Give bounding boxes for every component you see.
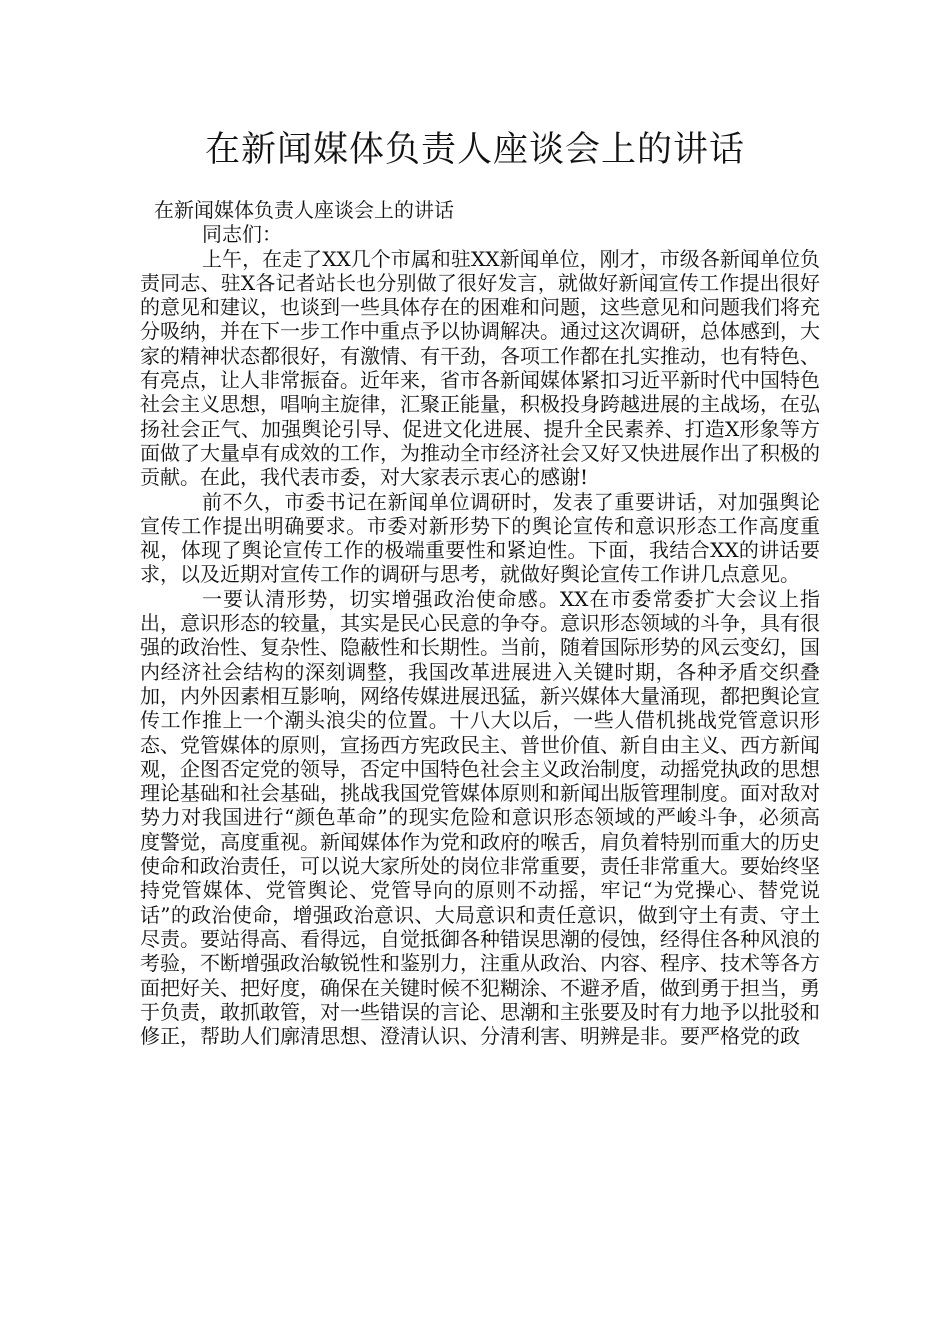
document-subtitle: 在新闻媒体负责人座谈会上的讲话 xyxy=(154,198,454,222)
paragraph-3: 一要认清形势，切实增强政治使命感。XX在市委常委扩大会议上指出，意识形态的较量，其实是民心民意的争夺。意识形态领域的斗争，具有很强的政治性、复杂性、隐蔽性和长期性。当前，随着国际形势的风云变幻，国内经济社会结构的深刻调整，我国改革进展进入关键时期，各种矛盾交织叠加，内外因素相互影响，网络传媒进展迅猛，新兴媒体大量涌现，都把舆论宣传工作推上一个潮头浪尖的位置。十八大以后，一些人借机挑战党管意识形态、党管媒体的原则，宣扬西方宪政民主、普世价值、新自由主义、西方新闻观，企图否定党的领导，否定中国特色社会主义政治制度，动摇党执政的思想理论基础和社会基础，挑战我国党管媒体原则和新闻出版管理制度。面对敌对势力对我国进行“颜色革命”的现实危险和意识形态领域的严峻斗争，必须高度警觉，高度重视。新闻媒体作为党和政府的喉舌，肩负着特别而重大的历史使命和政治责任，可以说大家所处的岗位非常重要，责任非常重大。要始终坚持党管媒体、党管舆论、党管导向的原则不动摇，牢记“为党操心、替党说话”的政治使命，增强政治意识、大局意识和责任意识，做到守土有责、守土尽责。要站得高、看得远，自觉抵御各种错误思潮的侵蚀，经得住各种风浪的考验，不断增强政治敏锐性和鉴别力，注重从政治、内容、程序、技术等各方面把好关、把好度，确保在关键时候不犯糊涂、不避矛盾，做到勇于担当，勇于负责，敢抓敢管，对一些错误的言论、思潮和主张要及时有力地予以批驳和修正，帮助人们廓清思想、澄清认识、分清利害、明辨是非。要严格党的政 xyxy=(140,586,820,1049)
salutation: 同志们： xyxy=(202,222,282,247)
paragraph-1: 上午，在走了XX几个市属和驻XX新闻单位，刚才，市级各新闻单位负责同志、驻X各记者站长也分别做了很好发言，就做好新闻宣传工作提出很好的意见和建议，也谈到一些具体存在的困难和问题，这些意见和问题我们将充分吸纳，并在下一步工作中重点予以协调解决。通过这次调研，总体感到，大家的精神状态都很好，有激情、有干劲，各项工作都在扎实推动，也有特色、有亮点，让人非常振奋。近年来，省市各新闻媒体紧扣习近平新时代中国特色社会主义思想，唱响主旋律，汇聚正能量，积极投身跨越进展的主战场，在弘扬社会正气、加强舆论引导、促进文化进展、提升全民素养、打造X形象等方面做了大量卓有成效的工作，为推动全市经济社会又好又快进展作出了积极的贡献。在此，我代表市委，对大家表示衷心的感谢! xyxy=(140,246,820,490)
document-body xyxy=(140,198,820,1048)
document-title: 在新闻媒体负责人座谈会上的讲话 xyxy=(204,130,745,170)
paragraph-2: 前不久，市委书记在新闻单位调研时，发表了重要讲话，对加强舆论宣传工作提出明确要求。市委对新形势下的舆论宣传和意识形态工作高度重视，体现了舆论宣传工作的极端重要性和紧迫性。下面，我结合XX的讲话要求，以及近期对宣传工作的调研与思考，就做好舆论宣传工作讲几点意见。 xyxy=(140,489,820,587)
